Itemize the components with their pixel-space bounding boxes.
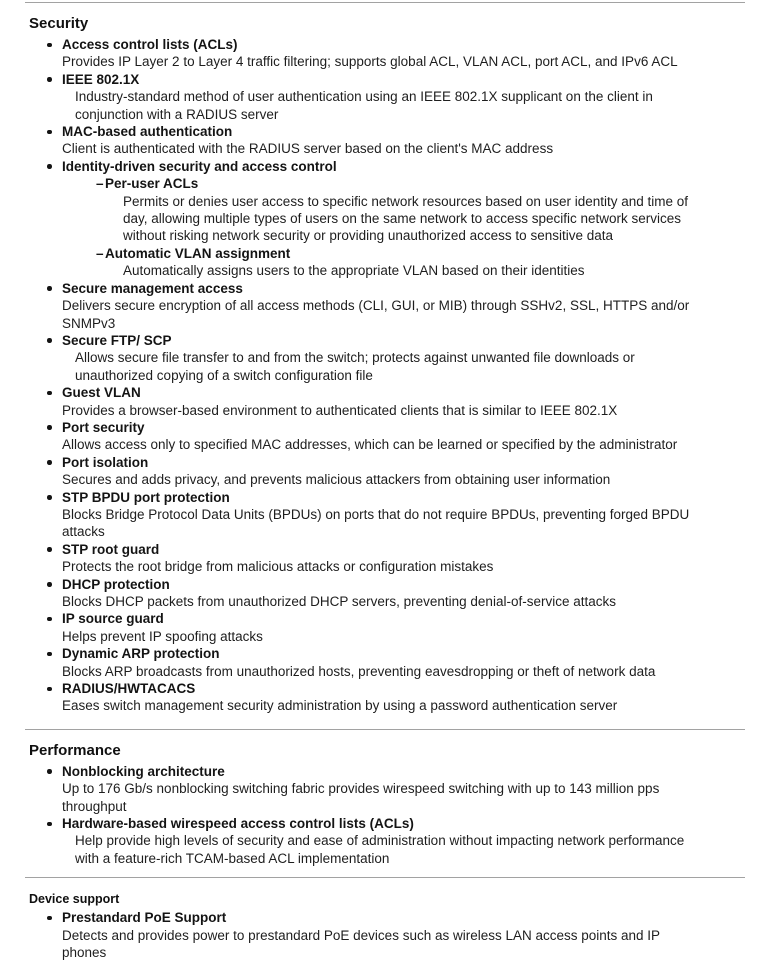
text-line: Automatically assigns users to the appropriate VLAN based on their identities — [123, 263, 585, 279]
feature-description — [62, 780, 745, 815]
sub-feature-item — [62, 245, 745, 280]
text-line: SNMPv3 — [62, 315, 116, 331]
feature-description — [62, 88, 745, 123]
feature-title: Prestandard PoE Support — [62, 910, 227, 926]
feature-title: STP root guard — [62, 541, 160, 557]
feature-item — [30, 280, 745, 332]
feature-description — [62, 628, 745, 645]
text-line: Protects the root bridge from malicious attacks or configuration mistakes — [62, 559, 494, 575]
feature-description — [62, 402, 745, 419]
text-line: Detects and provides power to prestandard PoE devices such as wireless LAN access points and IP — [62, 927, 661, 943]
text-line: Up to 176 Gb/s nonblocking switching fabric provides wirespeed switching with up to 143 million pps — [62, 781, 660, 797]
text-line: unauthorized copying of a switch configuration file — [75, 367, 373, 383]
bullet-icon — [47, 286, 52, 291]
feature-description — [62, 349, 745, 384]
feature-title: Secure FTP/ SCP — [62, 332, 172, 348]
feature-item — [30, 36, 745, 71]
feature-description — [62, 558, 745, 575]
feature-description — [62, 471, 745, 488]
sub-feature-title: Automatic VLAN assignment — [105, 245, 291, 261]
feature-title: IEEE 802.1X — [62, 71, 140, 87]
feature-description — [62, 140, 745, 157]
section-divider — [25, 2, 745, 3]
sub-feature-item — [62, 175, 745, 245]
bullet-icon — [47, 460, 52, 465]
section-divider — [25, 729, 745, 730]
bullet-icon — [47, 769, 52, 774]
text-line: Helps prevent IP spoofing attacks — [62, 628, 263, 644]
text-line: Allows secure file transfer to and from the switch; protects against unwanted file downloads or — [75, 350, 635, 366]
feature-item — [30, 815, 745, 867]
feature-item — [30, 610, 745, 645]
feature-title: RADIUS/HWTACACS — [62, 681, 196, 697]
text-line: Provides IP Layer 2 to Layer 4 traffic filtering; supports global ACL, VLAN ACL, port ACL, and IPv6 ACL — [62, 54, 678, 70]
text-line: Help provide high levels of security and ease of administration without impacting network performance — [75, 833, 685, 849]
feature-title: Secure management access — [62, 280, 243, 296]
bullet-icon — [47, 130, 52, 135]
feature-item — [30, 489, 745, 541]
feature-item — [30, 541, 745, 576]
bullet-icon — [47, 391, 52, 396]
feature-item — [30, 332, 745, 384]
feature-description — [62, 593, 745, 610]
feature-item — [30, 123, 745, 158]
feature-title: Nonblocking architecture — [62, 763, 225, 779]
text-line: phones — [62, 945, 107, 961]
text-line: Industry-standard method of user authentication using an IEEE 802.1X supplicant on the client in — [75, 89, 653, 105]
feature-list — [30, 36, 745, 715]
feature-description — [62, 297, 745, 332]
bullet-icon — [47, 547, 52, 552]
sub-feature-title: Per-user ACLs — [105, 176, 199, 192]
section-heading: Security — [29, 15, 89, 32]
text-line: Provides a browser-based environment to authenticated clients that is similar to IEEE 802.1X — [62, 402, 618, 418]
dash-bullet-icon: – — [96, 245, 104, 261]
section-device-support — [0, 877, 781, 961]
bullet-icon — [47, 77, 52, 82]
feature-description — [62, 927, 745, 962]
feature-item — [30, 454, 745, 489]
text-line: Delivers secure encryption of all access methods (CLI, GUI, or MIB) through SSHv2, SSL, HTTPS and/or — [62, 298, 690, 314]
section-divider — [25, 877, 745, 878]
bullet-icon — [47, 916, 52, 921]
feature-title: MAC-based authentication — [62, 124, 233, 140]
text-line: throughput — [62, 798, 127, 814]
bullet-icon — [47, 495, 52, 500]
text-line: Blocks DHCP packets from unauthorized DHCP servers, preventing denial-of-service attacks — [62, 594, 616, 609]
dash-bullet-icon: – — [96, 176, 104, 192]
feature-list — [30, 909, 745, 961]
feature-item — [30, 680, 745, 715]
bullet-icon — [47, 617, 52, 622]
text-line: Blocks ARP broadcasts from unauthorized hosts, preventing eavesdropping or theft of network data — [62, 663, 656, 679]
text-line: Allows access only to specified MAC addresses, which can be learned or specified by the administrator — [62, 437, 678, 453]
feature-title: Guest VLAN — [62, 385, 141, 401]
section-performance — [0, 729, 781, 867]
feature-description — [62, 697, 745, 714]
section-security — [0, 2, 781, 715]
text-line: attacks — [62, 524, 105, 540]
feature-description — [62, 436, 745, 453]
feature-item — [30, 909, 745, 961]
bullet-icon — [47, 582, 52, 587]
text-line: Blocks Bridge Protocol Data Units (BPDUs) on ports that do not require BPDUs, preventing forged BPDU — [62, 506, 690, 522]
text-line: Client is authenticated with the RADIUS server based on the client's MAC address — [62, 141, 554, 157]
feature-title: Dynamic ARP protection — [62, 646, 220, 662]
feature-description — [62, 53, 745, 70]
text-line: conjunction with a RADIUS server — [75, 106, 279, 122]
feature-item — [30, 763, 745, 815]
feature-list — [30, 763, 745, 867]
text-line: Eases switch management security administration by using a password authentication server — [62, 698, 618, 714]
text-line: with a feature-rich TCAM-based ACL implementation — [75, 850, 390, 866]
feature-description — [62, 663, 745, 680]
feature-title: STP BPDU port protection — [62, 489, 230, 505]
bullet-icon — [47, 822, 52, 827]
feature-title: Identity-driven security and access control — [62, 158, 337, 174]
feature-item — [30, 384, 745, 419]
section-heading: Device support — [29, 892, 120, 907]
feature-title: IP source guard — [62, 611, 164, 627]
feature-item — [30, 158, 745, 280]
feature-title: Port security — [62, 419, 145, 435]
feature-item — [30, 71, 745, 123]
feature-title: Port isolation — [62, 454, 149, 470]
bullet-icon — [47, 652, 52, 657]
bullet-icon — [47, 43, 52, 48]
bullet-icon — [47, 425, 52, 430]
feature-description — [62, 832, 745, 867]
sub-feature-description — [105, 262, 745, 279]
feature-item — [30, 419, 745, 454]
feature-title: Hardware-based wirespeed access control lists (ACLs) — [62, 816, 414, 832]
text-line: day, allowing multiple types of users on the same network to access specific network services — [123, 211, 681, 227]
feature-title: DHCP protection — [62, 576, 170, 592]
feature-item — [30, 576, 745, 611]
text-line: without risking network security or providing unauthorized access to sensitive data — [123, 228, 613, 244]
sub-feature-description — [105, 193, 745, 245]
section-heading: Performance — [29, 741, 121, 759]
bullet-icon — [47, 338, 52, 343]
bullet-icon — [47, 164, 52, 169]
text-line: Permits or denies user access to specific network resources based on user identity and time of — [123, 193, 689, 209]
feature-description — [62, 506, 745, 541]
bullet-icon — [47, 687, 52, 692]
feature-item — [30, 645, 745, 680]
feature-title: Access control lists (ACLs) — [62, 37, 238, 52]
text-line: Secures and adds privacy, and prevents malicious attackers from obtaining user information — [62, 472, 611, 488]
